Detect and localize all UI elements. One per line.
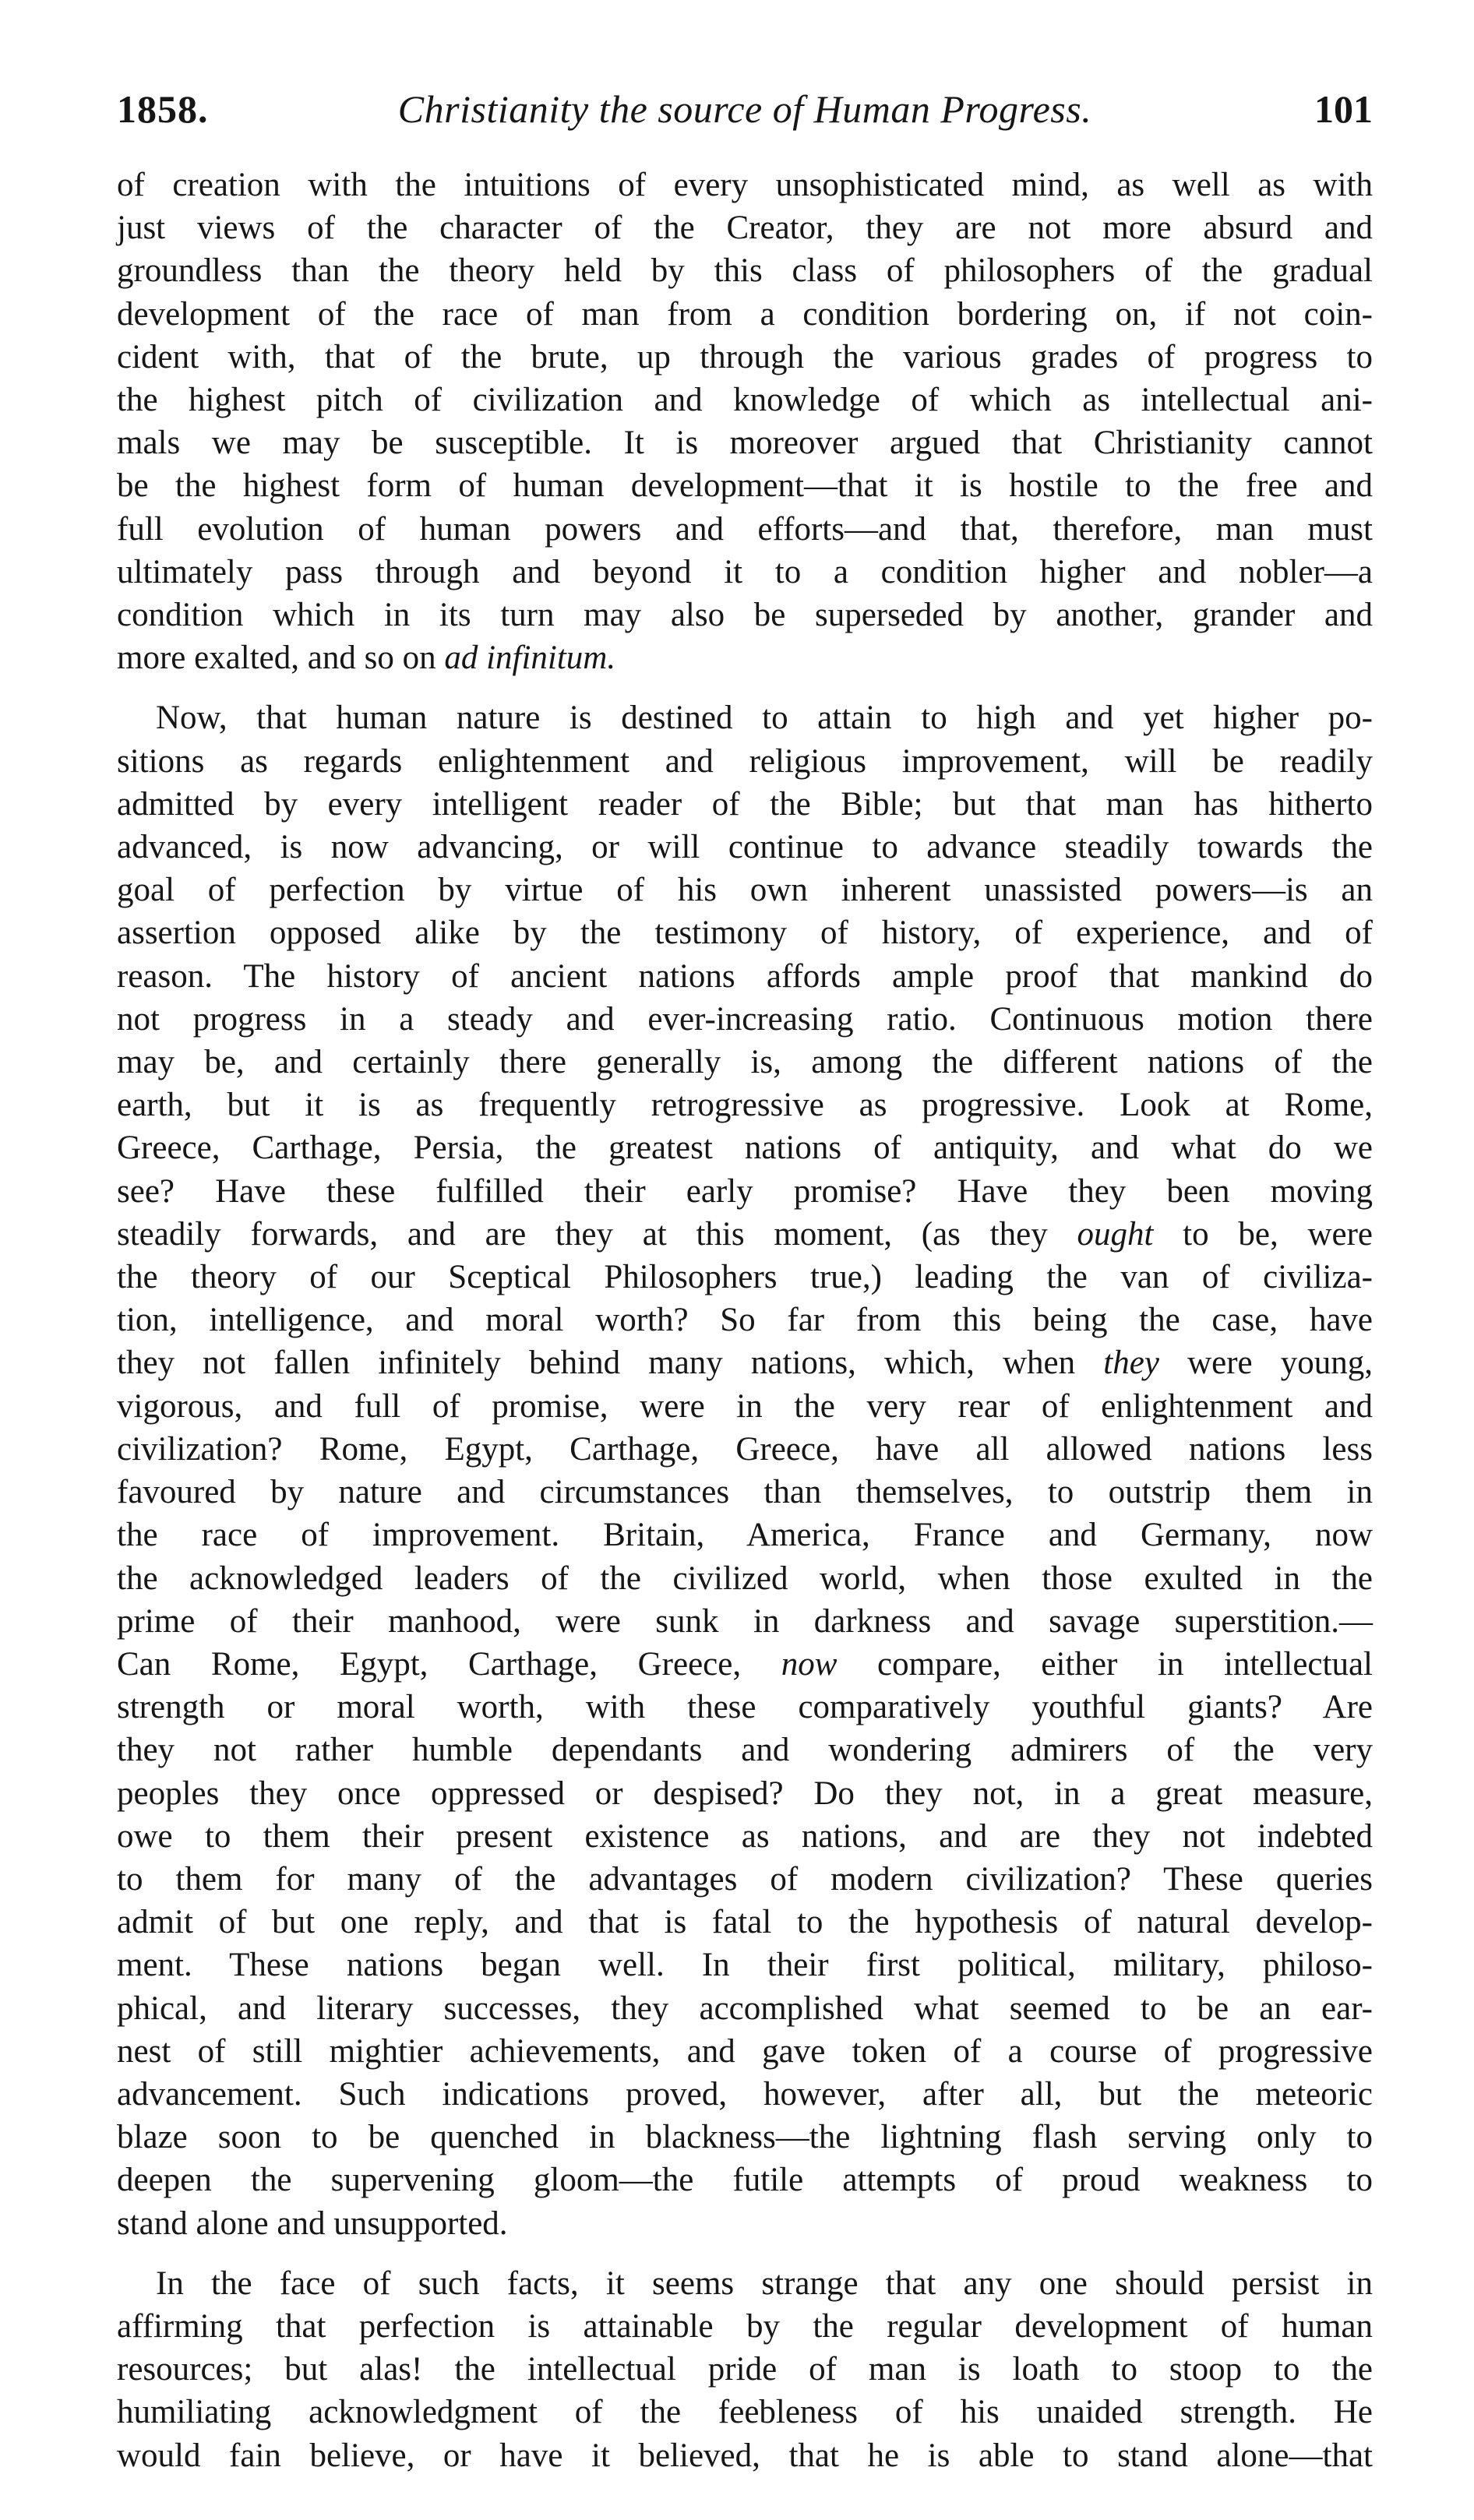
text-line: phical, and literary successes, they accomplished what seemed to be an ear- bbox=[117, 1990, 1373, 2027]
text-run: they not fallen infinitely behind many nations, which, when bbox=[117, 1345, 1104, 1382]
paragraph-2 bbox=[117, 696, 1373, 739]
text-run: to be, were bbox=[1153, 1215, 1373, 1253]
text-line: of creation with the intuitions of every unsophisticated mind, as well as with bbox=[117, 167, 1373, 203]
text-run: compare, either in intellectual bbox=[837, 1645, 1373, 1683]
text-line: the race of improvement. Britain, America, France and Germany, now bbox=[117, 1517, 1373, 1554]
text-line: affirming that perfection is attainable by the regular development of human bbox=[117, 2307, 1373, 2345]
text-line: owe to them their present existence as nations, and are they not indebted bbox=[117, 1817, 1373, 1855]
paragraph-2-body bbox=[117, 740, 1373, 2245]
body-text bbox=[117, 164, 1373, 2494]
italic-word: ought bbox=[1077, 1215, 1154, 1253]
text-line: Now, that human nature is destined to attain to high and yet higher po- bbox=[156, 700, 1373, 737]
paragraph-3 bbox=[117, 2262, 1373, 2305]
text-line bbox=[117, 1213, 1373, 1256]
text-line: prime of their manhood, were sunk in darkness and savage superstition.— bbox=[117, 1602, 1373, 1640]
text-line: be the highest form of human development—that it is hostile to the free and bbox=[117, 467, 1373, 505]
header-year: 1858. bbox=[117, 87, 209, 131]
text-run: more exalted, and so on bbox=[117, 640, 445, 677]
text-line: see? Have these fulfilled their early promise? Have they been moving bbox=[117, 1172, 1373, 1210]
text-line: would fain believe, or have it believed, that he is able to stand alone—that bbox=[117, 2437, 1373, 2474]
text-line: stand alone and unsupported. bbox=[117, 2205, 508, 2242]
text-line bbox=[117, 1341, 1373, 1384]
text-line: blaze soon to be quenched in blackness—the lightning flash serving only to bbox=[117, 2119, 1373, 2156]
text-line bbox=[117, 1643, 1373, 1686]
text-line: the theory of our Sceptical Philosophers true,) leading the van of civiliza- bbox=[117, 1259, 1373, 1296]
italic-word: they bbox=[1103, 1345, 1159, 1382]
text-run: Can Rome, Egypt, Carthage, Greece, bbox=[117, 1645, 781, 1683]
text-line: the acknowledged leaders of the civilized world, when those exulted in the bbox=[117, 1560, 1373, 1597]
text-line: admitted by every intelligent reader of the Bible; but that man has hitherto bbox=[117, 785, 1373, 823]
text-line: sitions as regards enlightenment and religious improvement, will be readily bbox=[117, 742, 1373, 780]
text-line: humiliating acknowledgment of the feebleness of his unaided strength. He bbox=[117, 2394, 1373, 2431]
text-run: steadily forwards, and are they at this moment, (as they bbox=[117, 1215, 1077, 1253]
italic-word: now bbox=[781, 1645, 838, 1683]
paragraph-1 bbox=[117, 164, 1373, 679]
text-line: civilization? Rome, Egypt, Carthage, Greece, have all allowed nations less bbox=[117, 1430, 1373, 1468]
text-run: were young, bbox=[1158, 1345, 1373, 1382]
text-line: advancement. Such indications proved, however, after all, but the meteoric bbox=[117, 2075, 1373, 2113]
header-title: Christianity the source of Human Progress. bbox=[397, 87, 1092, 131]
text-line: Greece, Carthage, Persia, the greatest nations of antiquity, and what do we bbox=[117, 1130, 1373, 1167]
text-line: resources; but alas! the intellectual pride of man is loath to stoop to the bbox=[117, 2351, 1373, 2388]
text-line: reason. The history of ancient nations affords ample proof that mankind do bbox=[117, 957, 1373, 995]
running-header bbox=[117, 78, 1373, 140]
text-line: assertion opposed alike by the testimony of history, of experience, and of bbox=[117, 915, 1373, 952]
text-line: goal of perfection by virtue of his own inherent unassisted powers—is an bbox=[117, 872, 1373, 909]
text-line: ment. These nations began well. In their first political, military, philoso- bbox=[117, 1947, 1373, 1984]
text-line: favoured by nature and circumstances than themselves, to outstrip them in bbox=[117, 1474, 1373, 1511]
text-line: earth, but it is as frequently retrogressive as progressive. Look at Rome, bbox=[117, 1087, 1373, 1124]
text-line: vigorous, and full of promise, were in the very rear of enlightenment and bbox=[117, 1387, 1373, 1425]
text-line: development of the race of man from a condition bordering on, if not coin- bbox=[117, 295, 1373, 333]
italic-phrase: ad infinitum. bbox=[444, 640, 616, 677]
text-line: strength or moral worth, with these comparatively youthful giants? Are bbox=[117, 1689, 1373, 1726]
text-line: deepen the supervening gloom—the futile attempts of proud weakness to bbox=[117, 2162, 1373, 2199]
text-line: tion, intelligence, and moral worth? So far from this being the case, have bbox=[117, 1302, 1373, 1339]
text-line: nest of still mightier achievements, and gave token of a course of progressive bbox=[117, 2032, 1373, 2070]
text-line: they not rather humble dependants and wondering admirers of the very bbox=[117, 1732, 1373, 1769]
text-line: peoples they once oppressed or despised? Do they not, in a great measure, bbox=[117, 1775, 1373, 1812]
text-line: the highest pitch of civilization and knowledge of which as intellectual ani- bbox=[117, 382, 1373, 419]
text-line: to them for many of the advantages of modern civilization? These queries bbox=[117, 1860, 1373, 1898]
text-line: In the face of such facts, it seems strange that any one should persist in bbox=[156, 2264, 1373, 2302]
text-line: cident with, that of the brute, up through the various grades of progress to bbox=[117, 338, 1373, 375]
text-line: not progress in a steady and ever-increasing ratio. Continuous motion there bbox=[117, 1000, 1373, 1038]
text-line: full evolution of human powers and efforts—and that, therefore, man must bbox=[117, 510, 1373, 548]
paragraph-3-body bbox=[117, 2305, 1373, 2477]
text-line bbox=[117, 636, 1373, 679]
text-line: mals we may be susceptible. It is moreover argued that Christianity cannot bbox=[117, 425, 1373, 462]
text-line: condition which in its turn may also be superseded by another, grander and bbox=[117, 597, 1373, 634]
text-line: may be, and certainly there generally is, among the different nations of the bbox=[117, 1044, 1373, 1081]
text-line: advanced, is now advancing, or will continue to advance steadily towards the bbox=[117, 829, 1373, 866]
text-line: groundless than the theory held by this class of philosophers of the gradual bbox=[117, 252, 1373, 290]
page-number: 101 bbox=[1314, 87, 1373, 131]
text-line: admit of but one reply, and that is fatal to the hypothesis of natural develop- bbox=[117, 1904, 1373, 1941]
text-line: ultimately pass through and beyond it to a condition higher and nobler—a bbox=[117, 553, 1373, 590]
text-line: just views of the character of the Creator, they are not more absurd and bbox=[117, 210, 1373, 247]
